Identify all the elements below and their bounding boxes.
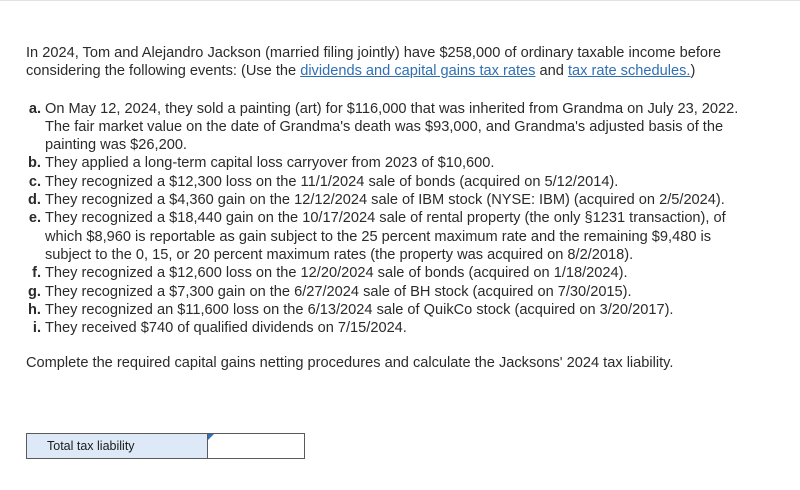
- intro-text: In 2024, Tom and Alejandro Jackson (married filing jointly) have $258,000 of ordinary taxable income before considering the following events: (Use the: [26, 45, 721, 80]
- event-letter: e.: [28, 210, 41, 227]
- event-item-c: [26, 173, 756, 191]
- total-tax-liability-input[interactable]: [208, 434, 304, 458]
- event-text: They recognized a $18,440 gain on the 10/17/2024 sale of rental property (the only §1231 transaction), of which $8,960 is reportable as gain subject to the 25 percent maximum rate and the remaining $9,480 is subject to the 0, 15, or 20 percent maximum rates (the property was acquired on 8/2/2018).: [45, 210, 726, 263]
- event-item-i: [26, 319, 756, 337]
- event-letter: i.: [32, 320, 41, 337]
- event-text: They recognized a $7,300 gain on the 6/27/2024 sale of BH stock (acquired on 7/30/2015).: [45, 283, 632, 300]
- input-corner-marker-icon: [208, 434, 214, 440]
- dividends-rates-link[interactable]: dividends and capital gains tax rates: [300, 63, 536, 80]
- top-divider: [0, 0, 800, 1]
- event-letter: h.: [28, 301, 41, 318]
- event-letter: b.: [28, 155, 41, 172]
- event-text: On May 12, 2024, they sold a painting (art) for $116,000 that was inherited from Grandma on July 23, 2022. The fair market value on the date of Grandma's death was $93,000, and Grandma's adjusted basis of the painting was $26,200.: [45, 100, 739, 154]
- event-text: They recognized an $11,600 loss on the 6/13/2024 sale of QuikCo stock (acquired on 3/20/2017).: [45, 301, 674, 318]
- event-text: They applied a long-term capital loss carryover from 2023 of $10,600.: [45, 155, 495, 172]
- event-text: They recognized a $12,600 loss on the 12/20/2024 sale of bonds (acquired on 1/18/2024).: [45, 265, 628, 282]
- event-letter: a.: [28, 100, 41, 117]
- answer-cell: [208, 434, 304, 458]
- event-item-a: [26, 100, 756, 155]
- event-letter: d.: [28, 192, 41, 209]
- event-item-b: [26, 154, 756, 172]
- event-text: They recognized a $4,360 gain on the 12/12/2024 sale of IBM stock (NYSE: IBM) (acquired on 2/5/2024).: [45, 192, 725, 209]
- event-text: They recognized a $12,300 loss on the 11/1/2024 sale of bonds (acquired on 5/12/2014).: [45, 173, 619, 190]
- question-content: [26, 44, 756, 373]
- event-letter: g.: [28, 283, 41, 300]
- event-item-g: [26, 283, 756, 301]
- answer-table: [26, 433, 305, 459]
- event-item-f: [26, 264, 756, 282]
- event-text: They received $740 of qualified dividends on 7/15/2024.: [45, 320, 407, 337]
- total-tax-liability-label: Total tax liability: [27, 434, 208, 458]
- question-intro: [26, 44, 756, 81]
- event-letter: f.: [32, 265, 41, 282]
- intro-close-text: ): [690, 63, 696, 80]
- event-item-h: [26, 301, 756, 319]
- intro-and-text: and: [535, 63, 568, 80]
- event-item-d: [26, 191, 756, 209]
- tax-rate-schedules-link[interactable]: tax rate schedules.: [567, 63, 691, 80]
- event-item-e: [26, 209, 756, 264]
- question-instruction: Complete the required capital gains netting procedures and calculate the Jacksons' 2024 tax liability.: [26, 355, 674, 372]
- event-letter: c.: [28, 173, 41, 190]
- events-list: [26, 100, 756, 338]
